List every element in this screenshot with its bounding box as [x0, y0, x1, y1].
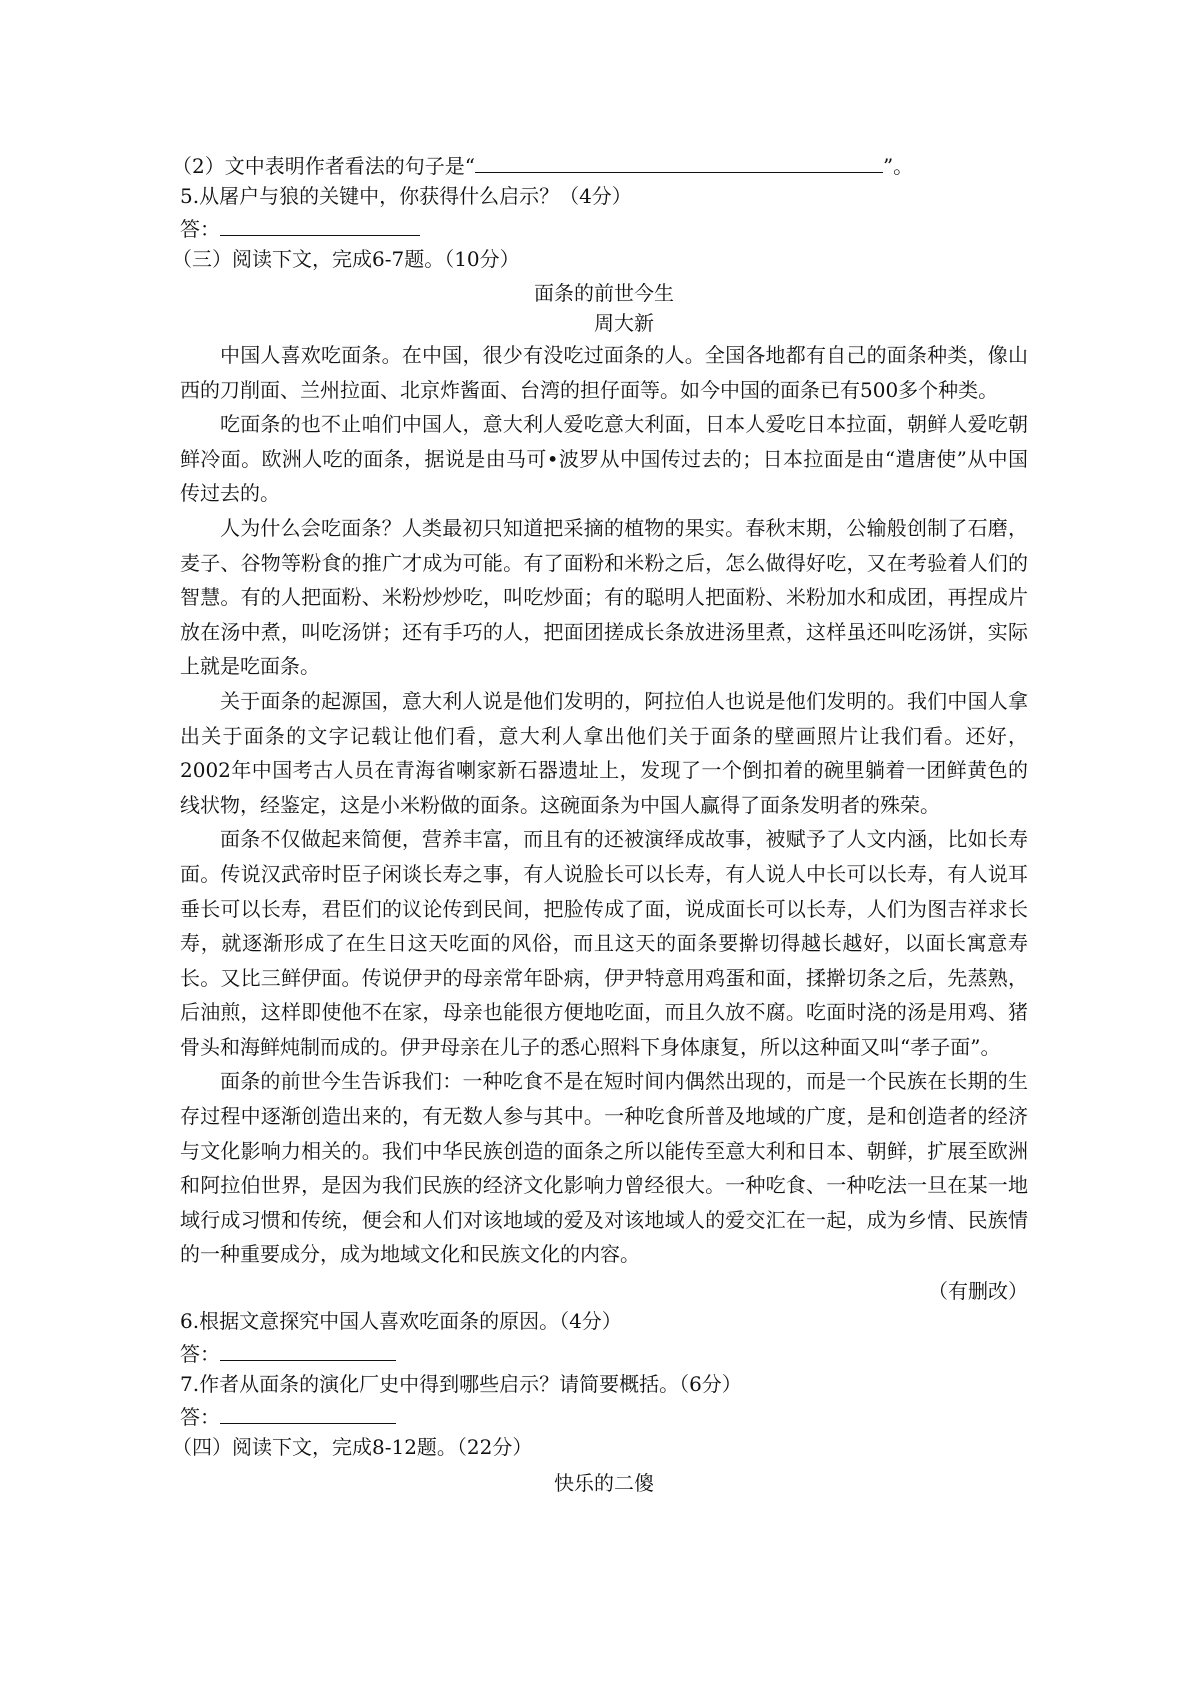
- answer-label: 答：: [180, 1342, 220, 1367]
- answer-line-5: [180, 213, 1028, 244]
- question-6: 6.根据文意探究中国人喜欢吃面条的原因。（4分）: [180, 1309, 622, 1334]
- question-4-2: [172, 150, 1028, 181]
- article-author: 周大新: [594, 311, 654, 335]
- section-4-header: （四）阅读下文，完成8-12题。（22分）: [172, 1435, 533, 1460]
- answer-label: 答：: [180, 1405, 220, 1430]
- paragraph: 关于面条的起源国，意大利人说是他们发明的，阿拉伯人也说是他们发明的。我们中国人拿出关于面条的文字记载让他们看，意大利人拿出他们关于面条的壁画照片让我们看。还好，2002年中国考古人员在青海省喇家新石器遗址上，发现了一个倒扣着的碗里躺着一团鲜黄色的线状物，经鉴定，这是小米粉做的面条。这碗面条为中国人赢得了面条发明者的殊荣。: [180, 688, 1028, 817]
- question-5: 5.从屠户与狼的关键中，你获得什么启示？（4分）: [180, 184, 632, 208]
- section-3-header: （三）阅读下文，完成6-7题。（10分）: [172, 247, 520, 271]
- article-title: 面条的前世今生: [534, 281, 674, 305]
- question-7: 7.作者从面条的演化厂史中得到哪些启示？请简要概括。（6分）: [180, 1372, 742, 1397]
- answer-blank[interactable]: [220, 213, 420, 236]
- paragraph: 面条的前世今生告诉我们：一种吃食不是在短时间内偶然出现的，而是一个民族在长期的生存过程中逐渐创造出来的，有无数人参与其中。一种吃食所普及地域的广度，是和创造者的经济与文化影响力相关的。我们中华民族创造的面条之所以能传至意大利和日本、朝鲜，扩展至欧洲和阿拉伯世界，是因为我们民族的经济文化影响力曾经很大。一种吃食、一种吃法一旦在某一地域行成习惯和传统，便会和人们对该地域的爱及对该地域人的爱交汇在一起，成为乡情、民族情的一种重要成分，成为地域文化和民族文化的内容。: [180, 1069, 1028, 1267]
- answer-label: 答：: [180, 217, 220, 241]
- section-4-title: 快乐的二傻: [554, 1471, 654, 1496]
- answer-blank[interactable]: [220, 1338, 396, 1361]
- answer-blank[interactable]: [475, 150, 883, 173]
- paragraph: 人为什么会吃面条？人类最初只知道把采摘的植物的果实。春秋末期，公输般创制了石磨，麦子、谷物等粉食的推广才成为可能。有了面粉和米粉之后，怎么做得好吃，又在考验着人们的智慧。有的人把面粉、米粉炒炒吃，叫吃炒面；有的聪明人把面粉、米粉加水和成团，再捏成片放在汤中煮，叫吃汤饼；还有手巧的人，把面团搓成长条放进汤里煮，这样虽还叫吃汤饼，实际上就是吃面条。: [180, 515, 1028, 679]
- question-4-2-suffix: ”。: [882, 154, 914, 178]
- question-4-2-prefix: （2）文中表明作者看法的句子是“: [172, 154, 475, 178]
- answer-blank[interactable]: [220, 1401, 396, 1424]
- paragraph: 面条不仅做起来简便，营养丰富，而且有的还被演绎成故事，被赋予了人文内涵，比如长寿面。传说汉武帝时臣子闲谈长寿之事，有人说脸长可以长寿，有人说人中长可以长寿，有人说耳垂长可以长寿，君臣们的议论传到民间，把脸传成了面，说成面长可以长寿，人们为图吉祥求长寿，就逐渐形成了在生日这天吃面的风俗，而且这天的面条要擀切得越长越好，以面长寓意寿长。又比三鲜伊面。传说伊尹的母亲常年卧病，伊尹特意用鸡蛋和面，揉擀切条之后，先蒸熟，后油煎，这样即使他不在家，母亲也能很方便地吃面，而且久放不腐。吃面时浇的汤是用鸡、猪骨头和海鲜炖制而成的。伊尹母亲在儿子的悉心照料下身体康复，所以这种面又叫“孝子面”。: [180, 827, 1028, 1059]
- paragraph: 吃面条的也不止咱们中国人，意大利人爱吃意大利面，日本人爱吃日本拉面，朝鲜人爱吃朝鲜冷面。欧洲人吃的面条，据说是由马可•波罗从中国传过去的；日本拉面是由“遣唐使”从中国传过去的。: [180, 412, 1028, 506]
- answer-line-6: [180, 1338, 1028, 1369]
- document-page: [172, 150, 1028, 1498]
- edit-note: （有删改）: [928, 1279, 1028, 1304]
- answer-line-7: [180, 1401, 1028, 1432]
- paragraph: 中国人喜欢吃面条。在中国，很少有没吃过面条的人。全国各地都有自己的面条种类，像山西的刀削面、兰州拉面、北京炸酱面、台湾的担仔面等。如今中国的面条已有500多个种类。: [180, 343, 1028, 402]
